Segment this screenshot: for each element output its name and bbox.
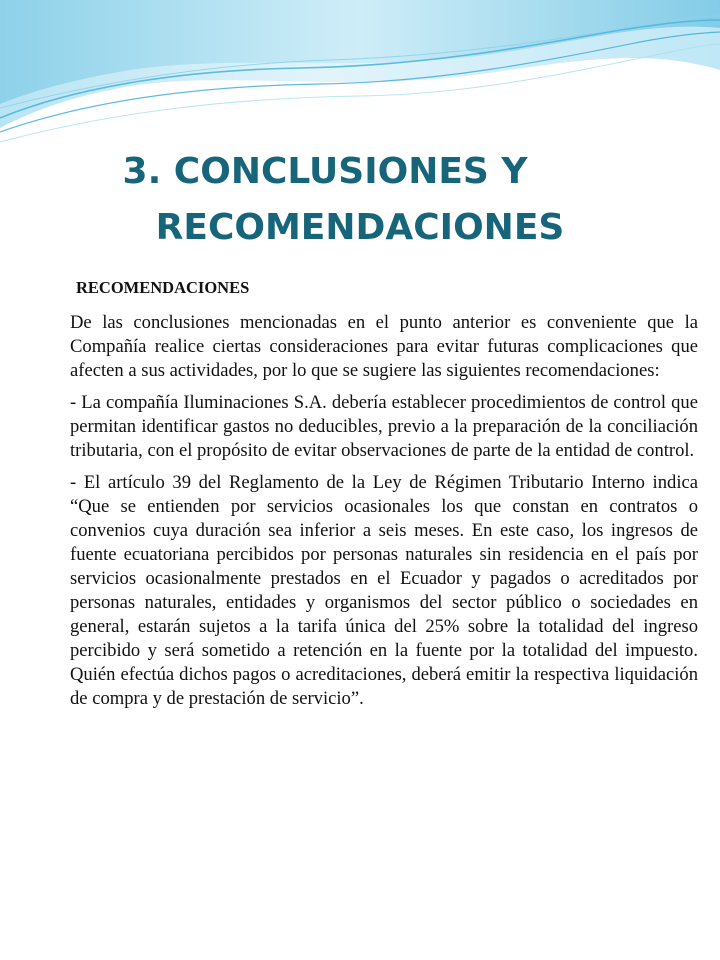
- slide-body: [70, 276, 698, 719]
- paragraph-recommendation-1: - La compañía Iluminaciones S.A. debería establecer procedimientos de control que permitan identificar gastos no deducibles, previo a la preparación de la conciliación tributaria, con el propósito de evitar observaciones de parte de la entidad de control.: [70, 392, 698, 461]
- title-line-2: RECOMENDACIONES: [155, 207, 565, 248]
- decorative-wave-header: [0, 0, 720, 150]
- paragraph-intro: De las conclusiones mencionadas en el punto anterior es conveniente que la Compañía realice ciertas consideraciones para evitar futuras complicaciones que afecten a sus actividades, por lo que se sugiere las siguientes recomendaciones:: [70, 312, 698, 381]
- section-heading: RECOMENDACIONES: [76, 278, 250, 297]
- paragraph-recommendation-2: - El artículo 39 del Reglamento de la Ley de Régimen Tributario Interno indica “Que se entienden por servicios ocasionales los que constan en contratos o convenios cuya duración sea inferior a seis meses. En este caso, los ingresos de fuente ecuatoriana percibidos por personas naturales sin residencia en el país por servicios ocasionalmente prestados en el Ecuador y pagados o acreditados por personas naturales, entidades y organismos del sector público o sociedades en general, estarán sujetos a la tarifa única del 25% sobre la totalidad del ingreso percibido y será sometido a retención en la fuente por la totalidad del impuesto. Quién efectúa dichos pagos o acreditaciones, deberá emitir la respectiva liquidación de compra y de prestación de servicio”.: [70, 472, 698, 709]
- title-line-1: 3. CONCLUSIONES Y: [122, 151, 528, 192]
- page-title: [40, 144, 680, 256]
